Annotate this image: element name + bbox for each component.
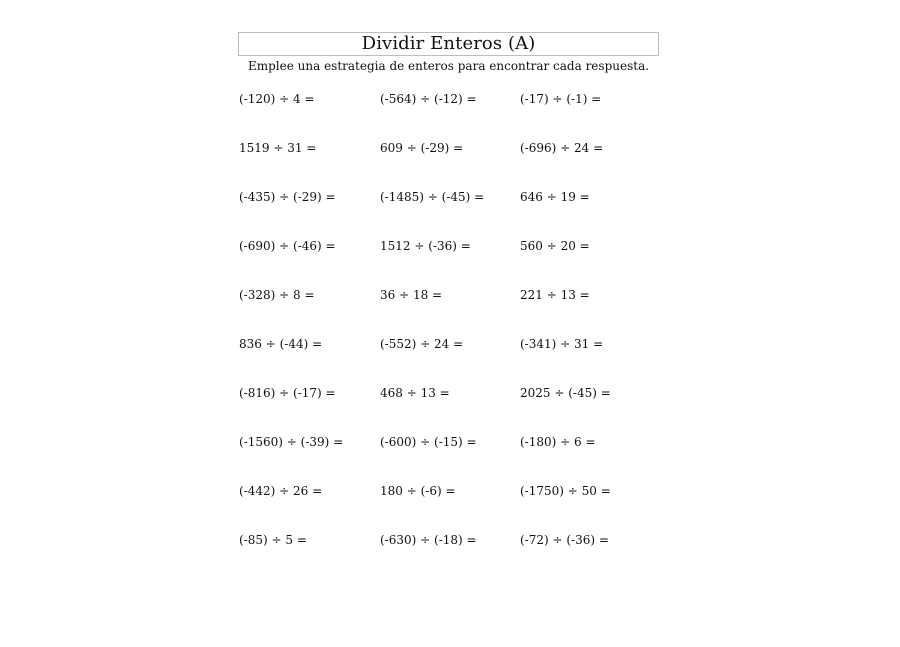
problem-2-1: 1519 ÷ 31 =	[239, 141, 317, 155]
worksheet-instructions: Emplee una estrategia de enteros para encontrar cada respuesta.	[247, 59, 650, 73]
problem-row-2	[239, 139, 659, 157]
problem-9-2: 180 ÷ (-6) =	[380, 484, 456, 498]
problem-7-1: (-816) ÷ (-17) =	[239, 386, 336, 400]
problem-row-3	[239, 188, 659, 206]
problem-row-10	[239, 531, 659, 549]
problem-row-8	[239, 433, 659, 451]
problem-row-5	[239, 286, 659, 304]
problem-5-3: 221 ÷ 13 =	[520, 288, 590, 302]
problem-3-3: 646 ÷ 19 =	[520, 190, 590, 204]
problem-2-2: 609 ÷ (-29) =	[380, 141, 464, 155]
problem-6-1: 836 ÷ (-44) =	[239, 337, 323, 351]
problem-row-1	[239, 90, 659, 108]
problem-3-2: (-1485) ÷ (-45) =	[380, 190, 485, 204]
problem-10-1: (-85) ÷ 5 =	[239, 533, 307, 547]
problem-row-7	[239, 384, 659, 402]
problem-9-1: (-442) ÷ 26 =	[239, 484, 323, 498]
problem-10-2: (-630) ÷ (-18) =	[380, 533, 477, 547]
problem-row-4	[239, 237, 659, 255]
problem-5-1: (-328) ÷ 8 =	[239, 288, 315, 302]
problem-1-3: (-17) ÷ (-1) =	[520, 92, 602, 106]
problem-4-2: 1512 ÷ (-36) =	[380, 239, 471, 253]
problem-6-3: (-341) ÷ 31 =	[520, 337, 604, 351]
problem-6-2: (-552) ÷ 24 =	[380, 337, 464, 351]
problem-7-3: 2025 ÷ (-45) =	[520, 386, 611, 400]
problem-8-1: (-1560) ÷ (-39) =	[239, 435, 344, 449]
problem-4-1: (-690) ÷ (-46) =	[239, 239, 336, 253]
problem-2-3: (-696) ÷ 24 =	[520, 141, 604, 155]
problem-3-1: (-435) ÷ (-29) =	[239, 190, 336, 204]
problem-5-2: 36 ÷ 18 =	[380, 288, 443, 302]
problem-10-3: (-72) ÷ (-36) =	[520, 533, 609, 547]
problem-row-9	[239, 482, 659, 500]
problem-1-1: (-120) ÷ 4 =	[239, 92, 315, 106]
worksheet-title: Dividir Enteros (A)	[361, 33, 536, 54]
problem-grid	[239, 90, 659, 550]
problem-1-2: (-564) ÷ (-12) =	[380, 92, 477, 106]
problem-row-6	[239, 335, 659, 353]
problem-8-2: (-600) ÷ (-15) =	[380, 435, 477, 449]
problem-7-2: 468 ÷ 13 =	[380, 386, 450, 400]
problem-4-3: 560 ÷ 20 =	[520, 239, 590, 253]
title-box	[238, 32, 659, 56]
problem-8-3: (-180) ÷ 6 =	[520, 435, 596, 449]
problem-9-3: (-1750) ÷ 50 =	[520, 484, 611, 498]
